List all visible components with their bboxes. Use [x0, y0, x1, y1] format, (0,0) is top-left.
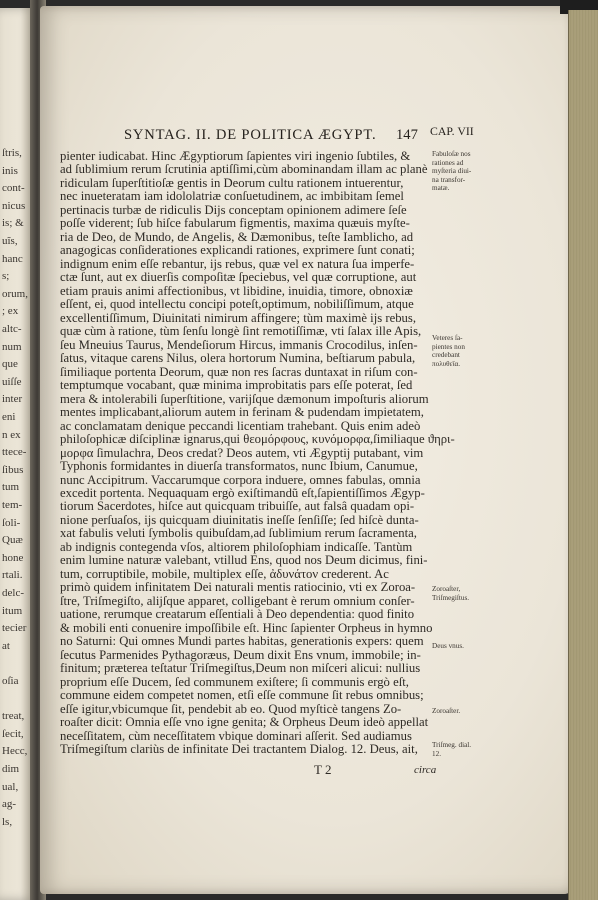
body-line: pienter iudicabat. Hinc Ægyptiorum ſapientes viri ingenio ſubtiles, &	[60, 149, 411, 163]
body-line: poſſe viderent; ſub hiſce fabularum figmentis, maxima quæuis myſte-	[60, 216, 410, 231]
body-line: quæ cùm à ratione, tùm ſenſu longè ſint remotiſſimæ, vti ſalax ille Apis,	[60, 324, 422, 339]
left-page-fragment: ual,	[2, 780, 19, 793]
margin-note: Veteres ſa- pientes non credebant πολυθεΐα.	[432, 334, 465, 368]
body-line: ſtre, Triſmegiſto, alijſque apparet, colligebant è rerum omnium conſer-	[60, 593, 415, 608]
margin-note: Triſmeg. dial. 12.	[432, 741, 472, 758]
left-page-fragment: ſtris,	[2, 147, 22, 159]
left-page-fragment: ſoli-	[2, 516, 21, 529]
body-line: ac conclamatam denique peccandi licentiam trahebant. Quis enim adeò	[60, 418, 421, 433]
body-line: ridiculam ſuperſtitioſæ gentis in Deorum cultu rationem intuerentur,	[60, 175, 404, 190]
body-line: primò quidem infinitatem Dei naturali mentis ratiocinio, vti ex Zoroa-	[60, 580, 416, 595]
body-line: ſimiliaque portenta Deorum, quæ non res ſacras duntaxat in riſum con-	[60, 364, 418, 379]
left-page-fragment: uiſſe	[2, 375, 22, 388]
body-line: etiam prauis animi affectionibus, vt libidine, inuidia, timore, obnoxiæ	[60, 283, 413, 298]
left-page-fragment: eni	[2, 411, 16, 423]
margin-note: Zoroaſter, Triſmegiſtus.	[432, 585, 470, 602]
body-line: proprium eſſe Ducem, ſed communem exiſtere; ſi communis ergò eſt,	[60, 674, 409, 689]
body-line: Typhonis formidantes in diuerſa transformatos, nunc Ibium, Canumue,	[60, 459, 418, 474]
body-line: indignum enim eſſe rebantur, ijs rebus, quæ vel ex natura ſua imperfe-	[60, 256, 415, 271]
body-line: uatione, rerumque creatarum eſſentiali à Deo dependentia: quod finito	[60, 607, 415, 622]
left-page-fragment: delc-	[2, 587, 24, 599]
left-facing-page	[0, 8, 34, 900]
left-page-fragment: num	[2, 340, 22, 353]
body-line: philoſophicæ diſciplinæ ignarus,qui θεομόρφους, κυνόμορφα,ſimiliaque ϑηρι-	[60, 432, 455, 447]
left-page-fragment: inter	[2, 393, 23, 406]
left-page-fragment: ls,	[2, 815, 13, 828]
body-line: roaſter dicit: Omnia eſſe vno igne genita; & Orpheus Deum ideò appellat	[60, 715, 429, 730]
left-page-fragment: inis	[2, 164, 18, 177]
body-line: finitum; præterea teſtatur Triſmegiſtus,Deum non miſceri alicui: nullius	[60, 661, 421, 676]
page-number: 147	[396, 127, 418, 143]
body-line: ſatus, vitaque carens Nilus, olera hortorum Numina, beſtiarum pabula,	[60, 351, 416, 366]
left-page-fragment: ſecit,	[2, 727, 24, 740]
left-page-fragment: dim	[2, 763, 20, 775]
left-page-fragment: n ex	[2, 428, 21, 441]
body-line: pertinacis turbæ de ridiculis Dijs conceptam opinionem adimere ſeſe	[60, 202, 407, 217]
left-page-fragment: at	[2, 639, 10, 652]
left-page-fragment: altc-	[2, 323, 22, 335]
chapter-label: CAP. VII	[430, 124, 474, 138]
left-page-fragment: Quæ	[2, 534, 23, 547]
left-page-fragment: tecier	[2, 622, 27, 635]
body-line: eſſent, ei, quod intellectu concipi poteſt,optimum, nobiliſſimum, atque	[60, 297, 414, 312]
running-title: SYNTAG. II. DE POLITICA ÆGYPT.	[124, 127, 377, 143]
left-page-fragment: itum	[2, 604, 23, 617]
left-page-fragment: orum,	[2, 287, 28, 300]
body-line: ctæ ſunt, aut ex diuerſis compoſitæ ſpeciebus, vel quæ corruptione, aut	[60, 270, 417, 285]
left-page-fragment: s;	[2, 270, 10, 283]
body-line: no Saturni: Qui omnes Mundi partes habitas, generationis expers: quem	[60, 634, 424, 649]
left-page-fragment: ; ex	[2, 305, 19, 318]
left-page-fragment: que	[2, 358, 18, 371]
body-line: tum, corruptibile, mobile, multiplex eſſe, ἀδυνάτον crederent. Ac	[60, 566, 389, 581]
body-line: mentes implicabant,aliorum autem in ferinam & pudendam impietatem,	[60, 405, 424, 420]
body-line: anagogicas conſiderationes explicandi rationes, exprimere ſunt conati;	[60, 243, 415, 258]
body-line: mera & intolerabili ſuperſtitione, varijſque dæmonum impoſturis aliorum	[60, 391, 429, 406]
left-page-fragment: cont-	[2, 182, 25, 195]
catchword: circa	[414, 764, 437, 776]
body-line: ſecutus Parmenides Pythagoræus, Deum dixit Ens vnum, immobile; in-	[60, 647, 421, 662]
margin-note: Fabuloſæ nos rationes ad myſteria diui- na transfor- matæ.	[432, 150, 472, 193]
left-page-fragment: Hecc,	[2, 745, 28, 758]
body-line: ria de Deo, de Mundo, de Angelis, & Dæmonibus, teſte Iamblicho, ad	[60, 229, 414, 244]
body-line: nione perſuaſos, ijs quicquam diuinitatis ineſſe ſenſiſſe; ſed hiſcè dunta-	[60, 512, 419, 527]
body-line: ab indignis contegenda vſos, altiorem philoſophiam indicaſſe. Tantùm	[60, 539, 413, 554]
body-line: Triſmegiſtum clariùs de infinitate Dei tractantem Dialog. 12. Deus, ait,	[60, 742, 418, 757]
body-line: xat fabulis veluti ſymbolis quibuſdam,ad ſublimium rerum ſacramenta,	[60, 526, 417, 541]
body-line: enim lumine naturæ valebant, vtillud Ens, quod nos Deum dicimus, fini-	[60, 553, 428, 568]
body-line: ſeu Mneuius Taurus, Mendeſiorum Hircus, immanis Crocodilus, inſen-	[60, 337, 418, 352]
body-line: eſſe igitur,vbicumque ſit, pendebit ab eo. Quod myſticè tangens Zo-	[60, 701, 402, 716]
body-line: nec inueteratam iam idololatriæ conſuetudinem, ac imbibitam ſemel	[60, 189, 404, 204]
body-line: nunc Accipitrum. Vaccarumque corpora induere, omnes fabulas, omnia	[60, 472, 421, 487]
body-line: ad ſublimium rerum ſcrutinia aptiſſimi,cùm abominandam illam ac planè	[60, 162, 428, 177]
left-page-fragment: ſibus	[2, 463, 24, 476]
left-page-fragment: tum	[2, 481, 20, 494]
left-page-fragment: rtali.	[2, 569, 23, 582]
left-page-fragment: hone	[2, 551, 24, 564]
body-line: excedit portenta. Nequaquam ergò exiſtimandũ eſt,ſapientiſſimos Ægyp-	[60, 486, 425, 500]
left-page-fragment: treat,	[2, 710, 25, 723]
left-page-fragment: tem-	[2, 499, 23, 511]
body-line: μορφα ſimulachra, Deos credat? Deos autem, vti Ægyptij putabant, vim	[60, 445, 424, 460]
left-page-fragment: ttece-	[2, 446, 27, 459]
left-page-fragment: hanc	[2, 252, 23, 265]
left-page-fragment: is; &	[2, 217, 24, 230]
left-page-fragment: oſia	[2, 675, 19, 687]
left-page-fragment: ag-	[2, 798, 17, 811]
left-page-fragment: nicus	[2, 199, 26, 212]
body-line: temptumque vocabant, quæ minima improbitatis pars eſſe poterat, ſed	[60, 378, 413, 393]
body-line: excellentiſſimum, Diuinitati nimirum affingere; tùm maximè ijs rebus,	[60, 310, 416, 325]
body-line: tiorum Sacerdotes, hiſce aut quicquam tribuiſſe, aut falsâ quadam opi-	[60, 499, 415, 514]
body-line: neceſſitatem, cùm neceſſitatem vbique dominari aſſerit. Sed audiamus	[60, 728, 412, 743]
body-line: & mobili enti conuenire impoſſibile eſt. Hinc ſapienter Orpheus in hymno	[60, 620, 433, 635]
left-page-fragment: uĩs,	[2, 235, 18, 247]
margin-note: Deus vnus.	[432, 642, 464, 650]
body-line: commune eidem competet nomen, etſi eſſe commune ſit rebus omnibus;	[60, 688, 424, 703]
page-edges	[568, 10, 598, 900]
signature-mark: T 2	[314, 762, 332, 777]
margin-note: Zoroaſter.	[432, 707, 461, 715]
